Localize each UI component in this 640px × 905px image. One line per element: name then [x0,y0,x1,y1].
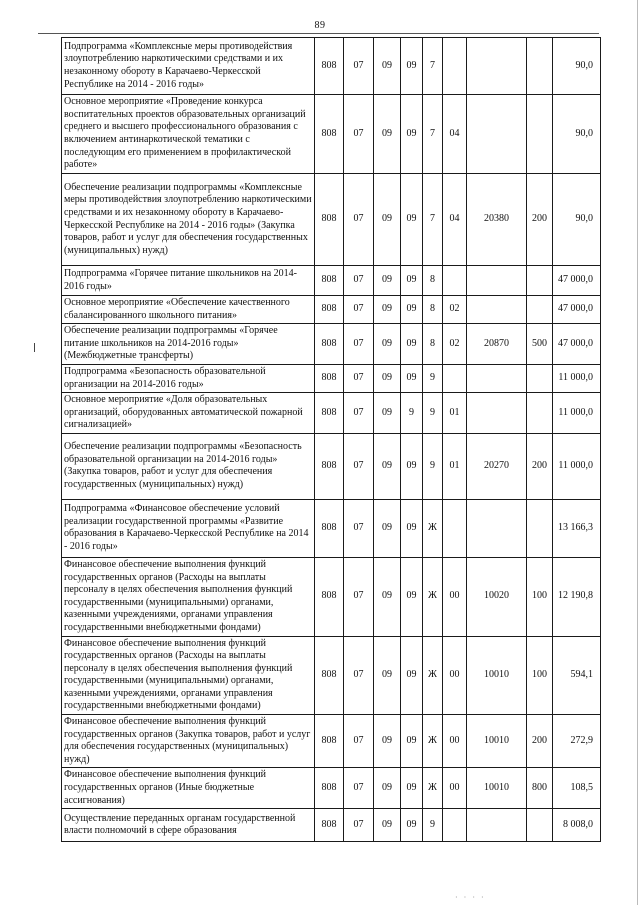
expense-type-code [527,266,553,296]
ministry-code: 808 [315,324,344,365]
activity-code: 01 [443,393,467,434]
ministry-code: 808 [315,95,344,174]
ministry-code: 808 [315,393,344,434]
row-name: Финансовое обеспечение выполнения функций государственных органов (Расходы на выплаты персоналу в целях обеспечения выполнения функций государственными (муниципальными) органами, казенными учреждениями, органами управления государственными внебюджетными фондами) [62,557,315,636]
subsection-code: 09 [374,636,401,715]
subprogram-code: 8 [423,296,443,324]
section-code: 07 [344,499,374,557]
amount: 13 166,3 [553,499,601,557]
direction-code: 20870 [467,324,527,365]
row-name: Подпрограмма «Финансовое обеспечение условий реализации государственной программы «Развитие образования в Карачаево-Черкесской Республике на 2014 - 2016 годы» [62,499,315,557]
section-code: 07 [344,95,374,174]
ministry-code: 808 [315,296,344,324]
section-code: 07 [344,433,374,499]
expense-type-code [527,38,553,95]
program-code: 09 [401,324,423,365]
expense-type-code [527,364,553,392]
subsection-code: 09 [374,266,401,296]
subsection-code: 09 [374,364,401,392]
amount: 90,0 [553,174,601,266]
ministry-code: 808 [315,266,344,296]
direction-code [467,95,527,174]
activity-code [443,499,467,557]
table-row [62,636,601,715]
table-row [62,557,601,636]
expense-type-code [527,393,553,434]
top-rule [38,33,599,34]
ministry-code: 808 [315,715,344,768]
amount: 47 000,0 [553,296,601,324]
direction-code: 10010 [467,636,527,715]
section-code: 07 [344,715,374,768]
expense-type-code: 100 [527,636,553,715]
section-code: 07 [344,324,374,365]
subsection-code: 09 [374,296,401,324]
page-number: 89 [314,20,326,31]
direction-code [467,266,527,296]
amount: 90,0 [553,95,601,174]
section-code: 07 [344,38,374,95]
section-code: 07 [344,364,374,392]
activity-code [443,38,467,95]
subprogram-code: Ж [423,636,443,715]
row-name: Финансовое обеспечение выполнения функций государственных органов (Расходы на выплаты персоналу в целях обеспечения выполнения функций государственными (муниципальными) органами, казенными учреждениями, органами управления государственными внебюджетными фондами) [62,636,315,715]
ministry-code: 808 [315,174,344,266]
amount: 594,1 [553,636,601,715]
subsection-code: 09 [374,393,401,434]
amount: 11 000,0 [553,393,601,434]
row-name: Обеспечение реализации подпрограммы «Комплексные меры противодействия злоупотреблению наркотическими средствами и их незаконному обороту в Карачаево-Черкесской Республике на 2014 - 2016 годы» (Закупка товаров, работ и услуг для обеспечения государственных (муниципальных) нужд) [62,174,315,266]
subsection-code: 09 [374,324,401,365]
amount: 47 000,0 [553,266,601,296]
subprogram-code: Ж [423,499,443,557]
subprogram-code: Ж [423,768,443,809]
row-name: Финансовое обеспечение выполнения функций государственных органов (Закупка товаров, работ и услуг для обеспечения государственных (муниципальных) нужд) [62,715,315,768]
table-row [62,266,601,296]
expense-type-code: 200 [527,174,553,266]
subsection-code: 09 [374,557,401,636]
activity-code: 00 [443,715,467,768]
subsection-code: 09 [374,499,401,557]
expense-type-code [527,809,553,842]
subsection-code: 09 [374,174,401,266]
section-code: 07 [344,174,374,266]
subprogram-code: 9 [423,393,443,434]
row-name: Подпрограмма «Горячее питание школьников на 2014-2016 годы» [62,266,315,296]
ministry-code: 808 [315,433,344,499]
budget-table [61,37,601,842]
program-code: 09 [401,636,423,715]
program-code: 09 [401,715,423,768]
margin-mark [34,343,35,352]
row-name: Основное мероприятие «Проведение конкурса воспитательных проектов образовательных организаций среднего и высшего профессионального образования с включением антинаркотической тематики с последующим его применением в профилактической работе» [62,95,315,174]
table-row [62,364,601,392]
expense-type-code: 200 [527,715,553,768]
section-code: 07 [344,296,374,324]
program-code: 09 [401,433,423,499]
program-code: 09 [401,38,423,95]
activity-code: 02 [443,324,467,365]
activity-code: 01 [443,433,467,499]
program-code: 09 [401,809,423,842]
subsection-code: 09 [374,768,401,809]
activity-code [443,266,467,296]
direction-code [467,499,527,557]
program-code: 9 [401,393,423,434]
subprogram-code: 9 [423,364,443,392]
subprogram-code: 8 [423,266,443,296]
activity-code: 02 [443,296,467,324]
subsection-code: 09 [374,95,401,174]
activity-code: 00 [443,557,467,636]
section-code: 07 [344,809,374,842]
program-code: 09 [401,768,423,809]
row-name: Осуществление переданных органам государственной власти полномочий в сфере образования [62,809,315,842]
subsection-code: 09 [374,809,401,842]
subprogram-code: Ж [423,715,443,768]
section-code: 07 [344,768,374,809]
activity-code: 04 [443,174,467,266]
activity-code: 00 [443,636,467,715]
section-code: 07 [344,266,374,296]
ministry-code: 808 [315,557,344,636]
direction-code [467,296,527,324]
row-name: Обеспечение реализации подпрограммы «Безопасность образовательной организации на 2014-2016 годы» (Закупка товаров, работ и услуг для обеспечения государственных (муниципальных) нужд) [62,433,315,499]
table-row [62,174,601,266]
program-code: 09 [401,95,423,174]
direction-code [467,38,527,95]
row-name: Основное мероприятие «Обеспечение качественного сбалансированного школьного питания» [62,296,315,324]
expense-type-code: 100 [527,557,553,636]
subprogram-code: 7 [423,95,443,174]
subprogram-code: 7 [423,174,443,266]
scan-artifact: · · · · [455,893,486,902]
ministry-code: 808 [315,768,344,809]
table-row [62,324,601,365]
program-code: 09 [401,499,423,557]
program-code: 09 [401,557,423,636]
expense-type-code: 500 [527,324,553,365]
table-row [62,95,601,174]
ministry-code: 808 [315,499,344,557]
direction-code: 10010 [467,768,527,809]
amount: 47 000,0 [553,324,601,365]
scan-edge [637,0,638,905]
program-code: 09 [401,174,423,266]
subsection-code: 09 [374,715,401,768]
activity-code: 04 [443,95,467,174]
section-code: 07 [344,557,374,636]
row-name: Подпрограмма «Комплексные меры противодействия злоупотреблению наркотическими средствами и их незаконному обороту в Карачаево-Черкесской Республике на 2014 - 2016 годы» [62,38,315,95]
table-row [62,393,601,434]
table-row [62,809,601,842]
program-code: 09 [401,296,423,324]
ministry-code: 808 [315,636,344,715]
activity-code [443,809,467,842]
activity-code: 00 [443,768,467,809]
section-code: 07 [344,393,374,434]
subprogram-code: 7 [423,38,443,95]
amount: 272,9 [553,715,601,768]
direction-code: 20270 [467,433,527,499]
amount: 8 008,0 [553,809,601,842]
direction-code: 10010 [467,715,527,768]
expense-type-code [527,499,553,557]
table-row [62,499,601,557]
subprogram-code: 9 [423,433,443,499]
ministry-code: 808 [315,364,344,392]
table-row [62,768,601,809]
program-code: 09 [401,364,423,392]
expense-type-code: 200 [527,433,553,499]
row-name: Основное мероприятие «Доля образовательных организаций, оборудованных автоматической пожарной сигнализацией» [62,393,315,434]
amount: 11 000,0 [553,433,601,499]
amount: 11 000,0 [553,364,601,392]
subprogram-code: 8 [423,324,443,365]
expense-type-code [527,95,553,174]
ministry-code: 808 [315,809,344,842]
table-row [62,38,601,95]
table-row [62,433,601,499]
expense-type-code: 800 [527,768,553,809]
amount: 90,0 [553,38,601,95]
expense-type-code [527,296,553,324]
table-row [62,715,601,768]
row-name: Подпрограмма «Безопасность образовательной организации на 2014-2016 годы» [62,364,315,392]
row-name: Обеспечение реализации подпрограммы «Горячее питание школьников на 2014-2016 годы» (Межбюджетные трансферты) [62,324,315,365]
amount: 12 190,8 [553,557,601,636]
ministry-code: 808 [315,38,344,95]
direction-code: 20380 [467,174,527,266]
table-row [62,296,601,324]
activity-code [443,364,467,392]
subprogram-code: 9 [423,809,443,842]
amount: 108,5 [553,768,601,809]
subprogram-code: Ж [423,557,443,636]
direction-code: 10020 [467,557,527,636]
direction-code [467,364,527,392]
direction-code [467,393,527,434]
direction-code [467,809,527,842]
row-name: Финансовое обеспечение выполнения функций государственных органов (Иные бюджетные ассигнования) [62,768,315,809]
section-code: 07 [344,636,374,715]
program-code: 09 [401,266,423,296]
subsection-code: 09 [374,433,401,499]
subsection-code: 09 [374,38,401,95]
